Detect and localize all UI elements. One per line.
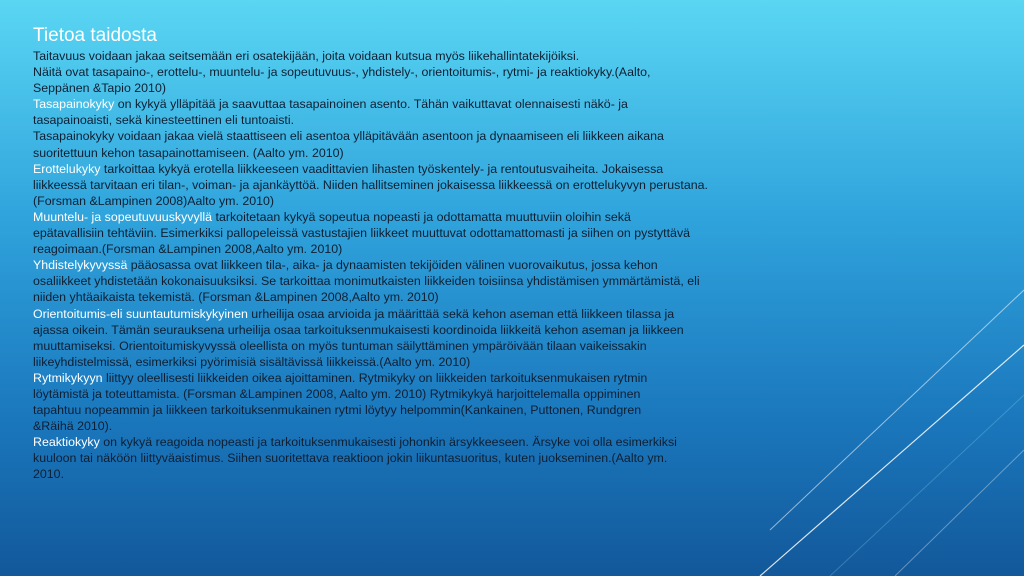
text-line <box>33 322 913 338</box>
text-run: liikeyhdistelmissä, esimerkiksi pyörimisiä sisältävissä liikkeissä.(Aalto ym. 2010) <box>33 354 471 369</box>
term-highlight: Tasapainokyky <box>33 97 115 112</box>
text-run: liittyy oleellisesti liikkeiden oikea ajoittaminen. Rytmikyky on liikkeiden tarkoituksenmukaisen rytmin <box>102 370 648 385</box>
text-run: kuuloon tai näköön liittyväaistimus. Siihen suoritettava reaktioon jokin liikuntasuoritus, kuten juokseminen.(Aalto ym. <box>33 451 668 466</box>
text-line <box>33 128 913 144</box>
text-line <box>33 112 913 128</box>
text-line <box>33 466 913 482</box>
text-run: löytämistä ja toteuttamista. (Forsman &Lampinen 2008, Aalto ym. 2010) Rytmikykyä harjoittelemalla oppiminen <box>33 386 641 401</box>
text-run: Näitä ovat tasapaino-, erottelu-, muuntelu- ja sopeutuvuus-, yhdistely-, orientoitumis-, rytmi- ja reaktiokyky.(Aalto, <box>33 65 651 80</box>
text-line <box>33 434 913 450</box>
text-run: niiden yhtäaikaista tekemistä. (Forsman &Lampinen 2008,Aalto ym. 2010) <box>33 290 439 305</box>
term-highlight: Orientoitumis-eli suuntautumiskykyinen <box>33 306 248 321</box>
text-run: ajassa oikein. Tämän seurauksena urheilija osaa tarkoituksenmukaisesti koordinoida liikkeitä kehon aseman ja liikkeen <box>33 322 684 337</box>
text-line <box>33 80 913 96</box>
term-highlight: Rytmikykyyn <box>33 370 103 385</box>
text-line <box>33 354 913 370</box>
text-run: &Räihä 2010). <box>33 419 113 434</box>
text-line <box>33 64 913 80</box>
text-run: tasapainoaisti, sekä kinesteettinen eli tuntoaisti. <box>33 113 295 128</box>
text-run: on kykyä ylläpitää ja saavuttaa tasapainoinen asento. Tähän vaikuttavat olennaisesti näkö- ja <box>114 97 628 112</box>
text-line <box>33 273 913 289</box>
text-run: Taitavuus voidaan jakaa seitsemään eri osatekijään, joita voidaan kutsua myös liikehallintatekijöiksi. <box>33 49 580 63</box>
text-run: urheilija osaa arvioida ja määrittää sekä kehon aseman että liikkeen tilassa ja <box>247 306 675 321</box>
slide-title: Tietoa taidosta <box>33 25 157 46</box>
text-run: liikkeessä tarvitaan eri tilan-, voiman- ja ajankäyttöä. Niiden hallitseminen jokaisessa liikkeessä on erottelukyvyn perustana. <box>33 177 708 192</box>
slide-body <box>33 48 913 483</box>
text-line <box>33 193 913 209</box>
text-run: reagoimaan.(Forsman &Lampinen 2008,Aalto ym. 2010) <box>33 242 343 257</box>
text-line <box>33 145 913 161</box>
text-run: osaliikkeet yhdistetään kokonaisuuksiksi. Se tarkoittaa monimutkaisten liikkeiden toisiinsa yhdistämisen ymmärtämistä, eli <box>33 274 700 289</box>
text-line <box>33 257 913 273</box>
text-line <box>33 177 913 193</box>
text-run: tarkoittaa kykyä erotella liikkeeseen vaadittavien lihasten työskentely- ja rentoutusvaiheita. Jokaisessa <box>100 161 664 176</box>
text-run: on kykyä reagoida nopeasti ja tarkoituksenmukaisesti johonkin ärsykkeeseen. Ärsyke voi olla esimerkiksi <box>99 435 677 450</box>
term-highlight: Muuntelu- ja sopeutuvuuskyvyllä <box>33 209 213 224</box>
text-line <box>33 241 913 257</box>
term-highlight: Yhdistelykyvyssä <box>33 258 128 273</box>
text-line <box>33 225 913 241</box>
text-line <box>33 96 913 112</box>
text-run: 2010. <box>33 467 65 482</box>
text-run: Seppänen &Tapio 2010) <box>33 81 166 96</box>
text-line <box>33 48 913 64</box>
text-line <box>33 402 913 418</box>
text-line <box>33 450 913 466</box>
text-line <box>33 289 913 305</box>
text-line <box>33 161 913 177</box>
term-highlight: Erottelukyky <box>33 161 101 176</box>
text-line <box>33 370 913 386</box>
text-run: muuttamiseksi. Orientoitumiskyvyssä oleellista on myös tuntuman säilyttäminen ympäröivään tilaan vaikeissakin <box>33 338 647 353</box>
term-highlight: Reaktiokyky <box>33 435 100 450</box>
text-run: suoritettuun kehon tasapainottamiseen. (Aalto ym. 2010) <box>33 145 344 160</box>
text-run: epätavallisiin tehtäviin. Esimerkiksi pallopeleissä vastustajien liikkeet muuttuvat odottamattomasti ja siihen on pystyttävä <box>33 226 691 241</box>
text-run: Tasapainokyky voidaan jakaa vielä staattiseen eli asentoa ylläpitävään asentoon ja dynaamiseen eli liikkeen aikana <box>33 129 664 144</box>
slide-content <box>33 25 913 483</box>
text-run: tapahtuu nopeammin ja liikkeen tarkoituksenmukainen rytmi löytyy helpommin(Kankainen, Puttonen, Rundgren <box>33 403 642 418</box>
text-line <box>33 418 913 434</box>
text-line <box>33 386 913 402</box>
text-line <box>33 209 913 225</box>
text-run: pääosassa ovat liikkeen tila-, aika- ja dynaamisten tekijöiden välinen vuorovaikutus, jossa kehon <box>127 258 658 273</box>
text-line <box>33 338 913 354</box>
text-line <box>33 306 913 322</box>
text-run: (Forsman &Lampinen 2008)Aalto ym. 2010) <box>33 193 275 208</box>
text-run: tarkoitetaan kykyä sopeutua nopeasti ja odottamatta muuttuviin oloihin sekä <box>212 209 631 224</box>
